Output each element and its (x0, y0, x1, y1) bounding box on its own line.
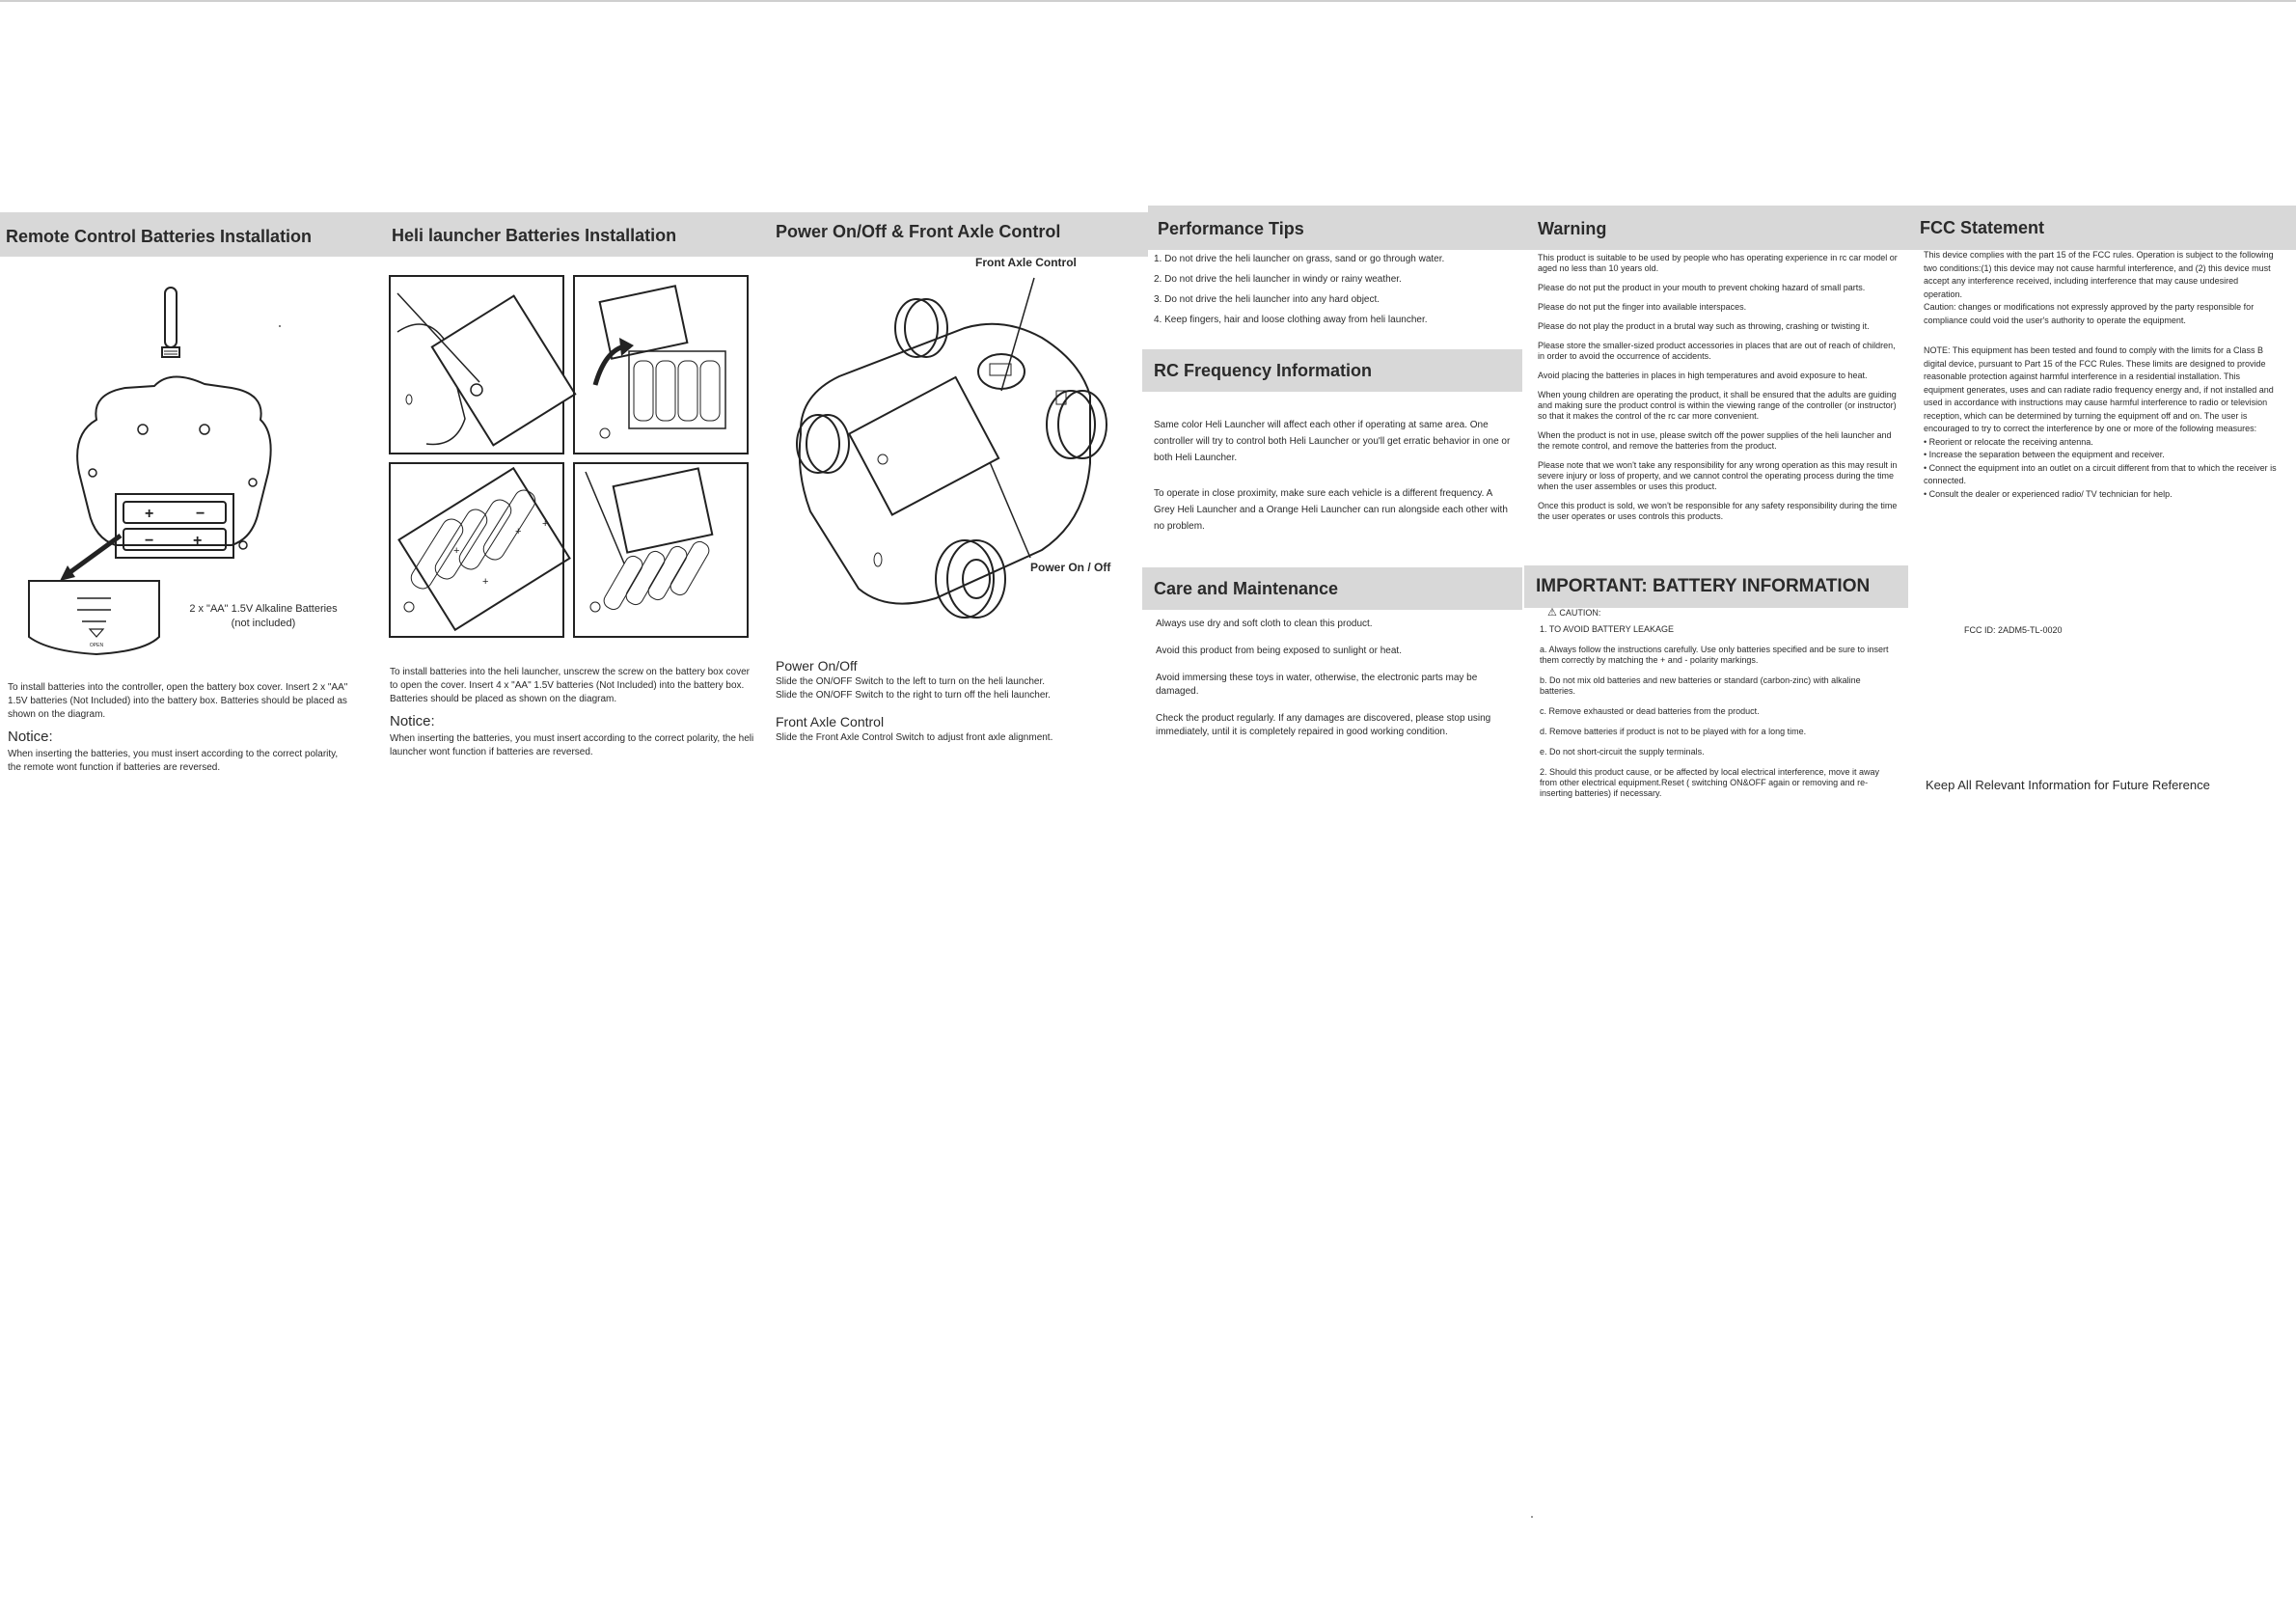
fcc-measures (1924, 436, 2277, 502)
warning-item: Please do not put the finger into available interspaces. (1538, 302, 1747, 312)
antenna (165, 288, 177, 347)
heli-body-text: To install batteries into the heli launcher, unscrew the screw on the battery box cover to open the cover. Insert 4 x "AA" 1.5V batteries (Not Included) into the battery box. Batteries should be placed as shown on the diagram. (390, 667, 750, 704)
battery-caption (181, 602, 345, 631)
notice-text: When inserting the batteries, you must insert according to the correct polarity, the heli launcher wont function if batteries are reversed. (390, 733, 754, 757)
heli-batteries-section (386, 213, 752, 258)
tip-item: 2. Do not drive the heli launcher in windy or rainy weather. (1154, 274, 1402, 285)
battery-item: d. Remove batteries if product is not to be played with for a long time. (1540, 727, 1807, 736)
warning-item: This product is suitable to be used by people who has operating experience in rc car model or aged no less than 10 years old. (1538, 253, 1898, 273)
rc-para-2: To operate in close proximity, make sure each vehicle is a different frequency. A Grey Heli Launcher and a Orange Heli Launcher can run alongside each other with no problem. (1154, 488, 1508, 532)
warning-item: Please store the smaller-sized product accessories in places that are out of reach of children, in order to avoid the occurrence of accidents. (1538, 341, 1896, 361)
battery-cover (849, 377, 998, 515)
rc-para-1: Same color Heli Launcher will affect each other if operating at same area. One controller will try to control both Heli Launcher or you'll get erratic behavior in one or both Heli Launcher. (1154, 420, 1511, 463)
notice-title: Notice: (390, 713, 435, 729)
remote-instructions (8, 681, 353, 784)
section-title: FCC Statement (1920, 218, 2045, 237)
battery-info-title: IMPORTANT: BATTERY INFORMATION (1524, 565, 1908, 608)
axle-title: Front Axle Control (776, 714, 885, 729)
scan-speck (1531, 1516, 1533, 1518)
care-item: Always use dry and soft cloth to clean this product. (1156, 619, 1373, 629)
fcc-text (1924, 249, 2277, 501)
heli-battery-diagram (388, 274, 754, 641)
section-title: Warning (1538, 219, 1607, 238)
battery-info (1540, 608, 1899, 808)
section-title: Performance Tips (1158, 219, 1304, 238)
care-item: Avoid immersing these toys in water, otherwise, the electronic parts may be damaged. (1156, 673, 1478, 697)
tip-item: 4. Keep fingers, hair and loose clothing away from heli launcher. (1154, 315, 1428, 325)
measure-item: • Connect the equipment into an outlet on a circuit different from that to which the receiver is connected. (1924, 462, 2277, 485)
warning-list (1538, 253, 1900, 531)
rc-frequency-title: RC Frequency Information (1142, 349, 1522, 392)
warning-item: When the product is not in use, please switch off the power supplies of the heli launcher and the remote control, and remove the batteries from the product. (1538, 430, 1892, 451)
battery-item: b. Do not mix old batteries and new batteries or standard (carbon-zinc) with alkaline batteries. (1540, 675, 1861, 696)
fcc-para-1: This device complies with the part 15 of the FCC rules. Operation is subject to the following two conditions:(1) this device may not cause harmful interference, and (2) this device must accept any interference received, including interference that may cause undesired operation. (1924, 250, 2274, 299)
warning-item: Please do not put the product in your mouth to prevent choking hazard of small parts. (1538, 283, 1866, 292)
measure-item: • Increase the separation between the equipment and receiver. (1924, 450, 2165, 459)
warning-item: Please note that we won't take any responsibility for any wrong operation as this may result in severe injury or loss of property, and we cannot control the operating process during the time when the user assembles or uses this product. (1538, 460, 1898, 491)
controller-body (77, 376, 271, 545)
caution-line (1540, 608, 1899, 619)
tip-item: 3. Do not drive the heli launcher into any hard object. (1154, 294, 1380, 305)
section-title: Power On/Off & Front Axle Control (776, 222, 1061, 241)
battery-item: a. Always follow the instructions carefully. Use only batteries specified and be sure to insert them correctly by matching the + and - polarity markings. (1540, 645, 1889, 665)
battery-item: e. Do not short-circuit the supply terminals. (1540, 747, 1705, 756)
warning-section (1532, 206, 1908, 251)
svg-text:+: + (145, 506, 154, 522)
power-callout: Power On / Off (1030, 561, 1111, 574)
rc-frequency-text (1154, 417, 1513, 535)
power-line-1: Slide the ON/OFF Switch to the left to turn on the heli launcher. (776, 676, 1046, 687)
battery-item: 1. TO AVOID BATTERY LEAKAGE (1540, 624, 1675, 634)
warning-item: Please do not play the product in a brutal way such as throwing, crashing or twisting it. (1538, 321, 1870, 331)
page-top-border (0, 0, 2296, 2)
vehicle-diagram (772, 270, 1119, 637)
notice-text: When inserting the batteries, you must insert according to the correct polarity, the remote wont function if batteries are reversed. (8, 749, 339, 773)
warning-triangle-icon: ⚠ (1547, 607, 1557, 619)
svg-text:+: + (515, 526, 522, 537)
svg-text:−: − (145, 533, 154, 549)
battery-item: 2. Should this product cause, or be affected by local electrical interference, move it away from other electrical equipment.Reset ( switching ON&OFF again or removing and re-inserting batteries) if necessary. (1540, 767, 1880, 798)
section-title: Remote Control Batteries Installation (6, 227, 313, 246)
power-title: Power On/Off (776, 658, 858, 674)
warning-item: When young children are operating the product, it shall be ensured that the adults are guiding and making sure the product control is within the viewing range of the controller (or instructor) so that it makes the control of the rc car more convenient. (1538, 390, 1897, 421)
warning-item: Avoid placing the batteries in places in high temperatures and avoid exposure to heat. (1538, 371, 1868, 380)
open-label: OPEN (89, 643, 104, 648)
tip-item: 1. Do not drive the heli launcher on grass, sand or go through water. (1154, 254, 1445, 264)
remote-batteries-section (0, 214, 376, 259)
performance-section (1152, 206, 1518, 251)
fcc-id: FCC ID: 2ADM5-TL-0020 (1964, 625, 2063, 635)
battery-compartment (116, 494, 233, 558)
performance-tips (1154, 249, 1520, 330)
warning-item: Once this product is sold, we won't be responsible for any safety responsibility during the time the user operates or uses controls this products. (1538, 501, 1898, 521)
heli-instructions (390, 666, 754, 768)
svg-text:+: + (482, 576, 489, 588)
svg-text:−: − (196, 506, 205, 522)
care-item: Avoid this product from being exposed to sunlight or heat. (1156, 646, 1402, 656)
care-item: Check the product regularly. If any damages are discovered, please stop using immediately, until it is completely repaired in good working condition. (1156, 713, 1491, 737)
care-list (1156, 618, 1515, 748)
fcc-para-3: NOTE: This equipment has been tested and found to comply with the limits for a Class B digital device, pursuant to Part 15 of the FCC Rules. These limits are designed to provide reasonable protection against harmful interference in a residential installation. This equipment generates, uses and can radiate radio frequency energy and, if not installed and used in accordance with instructions may cause harmful interference to radio or television reception, which can be determined by turning the equipment off and on. The user is encouraged to try to correct the interference by one or more of the following measures: (1924, 345, 2274, 433)
power-line-2: Slide the ON/OFF Switch to the right to turn off the heli launcher. (776, 690, 1051, 701)
fcc-section (1914, 206, 2290, 250)
power-axle-section (770, 209, 1146, 254)
svg-text:+: + (193, 533, 203, 549)
remote-body-text: To install batteries into the controller, open the battery box cover. Insert 2 x "AA" 1.5V batteries (Not Included) into the battery box. Batteries should be placed as shown on the diagram. (8, 682, 348, 720)
svg-text:+: + (453, 545, 460, 557)
section-title: Heli launcher Batteries Installation (392, 226, 677, 245)
battery-item: c. Remove exhausted or dead batteries from the product. (1540, 706, 1760, 716)
caption-line-1: 2 x "AA" 1.5V Alkaline Batteries (189, 603, 338, 615)
caption-line-2: (not included) (231, 618, 296, 629)
caution-label: CAUTION: (1559, 608, 1601, 618)
power-instructions (776, 658, 1142, 745)
fcc-para-2: Caution: changes or modifications not expressly approved by the party responsible for compliance could void the user's authority to operate the equipment. (1924, 302, 2255, 325)
axle-text: Slide the Front Axle Control Switch to adjust front axle alignment. (776, 732, 1053, 743)
measure-item: • Reorient or relocate the receiving antenna. (1924, 436, 2093, 447)
svg-text:+: + (542, 518, 549, 530)
measure-item: • Consult the dealer or experienced radio/ TV technician for help. (1924, 488, 2173, 499)
care-title: Care and Maintenance (1142, 567, 1522, 610)
keep-reference-note: Keep All Relevant Information for Future Reference (1926, 778, 2210, 792)
front-axle-callout: Front Axle Control (975, 256, 1077, 269)
notice-title: Notice: (8, 729, 53, 745)
